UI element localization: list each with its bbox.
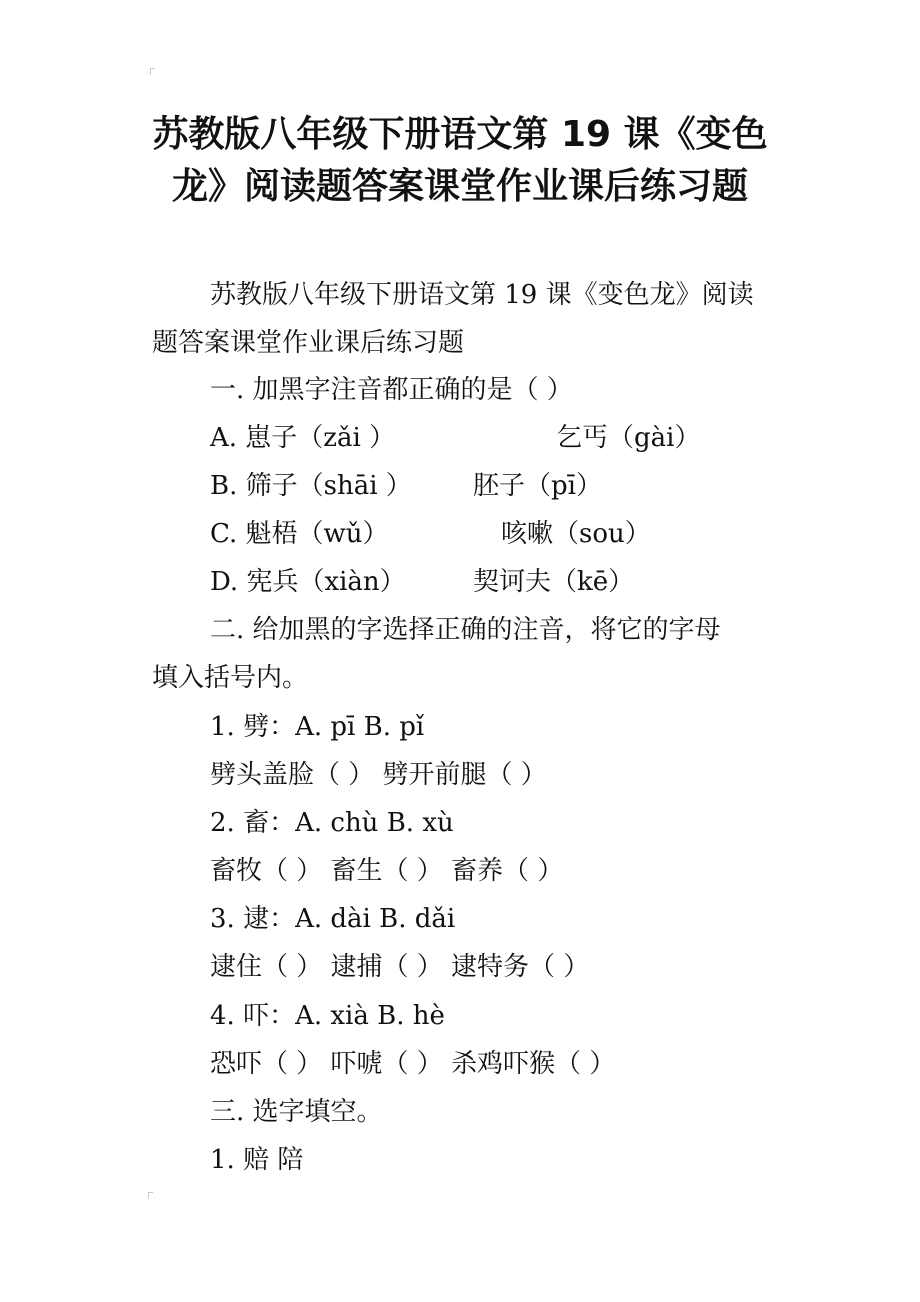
option-d-right: 契诃夫（kē） — [473, 567, 635, 597]
section-2-heading-line-1: 二. 给加黑的字选择正确的注音，将它的字母 — [210, 615, 721, 645]
option-c-right: 咳嗽（sou） — [501, 519, 651, 549]
document-title-line-1: 苏教版八年级下册语文第 19 课《变色 — [152, 114, 768, 155]
item-4-question: 4. 吓：A. xià B. hè — [210, 1001, 445, 1031]
intro-line-1: 苏教版八年级下册语文第 19 课《变色龙》阅读 — [210, 280, 754, 310]
option-d — [210, 565, 635, 599]
item-2-question: 2. 畜：A. chù B. xù — [210, 808, 454, 838]
item-1-answers: 劈头盖脸（ ） 劈开前腿（ ） — [210, 760, 547, 790]
section-3-item-1: 1. 赔 陪 — [210, 1145, 304, 1175]
option-c — [210, 517, 651, 551]
corner-crop-mark-bottom — [148, 1192, 153, 1199]
item-3-answers: 逮住（ ） 逮捕（ ） 逮特务（ ） — [210, 952, 590, 982]
option-a-right: 乞丐（gài） — [556, 423, 701, 453]
document-title-line-2: 龙》阅读题答案课堂作业课后练习题 — [171, 166, 748, 207]
item-2-answers: 畜牧（ ） 畜生（ ） 畜养（ ） — [210, 856, 564, 886]
option-b — [210, 469, 602, 503]
option-d-left: D. 宪兵（xiàn） — [210, 567, 406, 597]
option-c-left: C. 魁梧（wǔ） — [210, 519, 389, 549]
corner-crop-mark-top — [150, 68, 155, 75]
option-b-right: 胚子（pī） — [473, 471, 602, 501]
section-2-heading-line-2: 填入括号内。 — [152, 663, 309, 693]
section-1-heading: 一. 加黑字注音都正确的是（ ） — [210, 375, 573, 405]
item-4-answers: 恐吓（ ） 吓唬（ ） 杀鸡吓猴（ ） — [210, 1049, 616, 1079]
option-a-left: A. 崽子（zǎi ） — [210, 423, 396, 453]
intro-line-2: 题答案课堂作业课后练习题 — [152, 328, 465, 358]
option-b-left: B. 筛子（shāi ） — [210, 471, 412, 501]
option-a — [210, 421, 701, 455]
item-1-question: 1. 劈：A. pī B. pǐ — [210, 712, 425, 742]
section-3-heading: 三. 选字填空。 — [210, 1097, 383, 1127]
item-3-question: 3. 逮：A. dài B. dǎi — [210, 904, 456, 934]
